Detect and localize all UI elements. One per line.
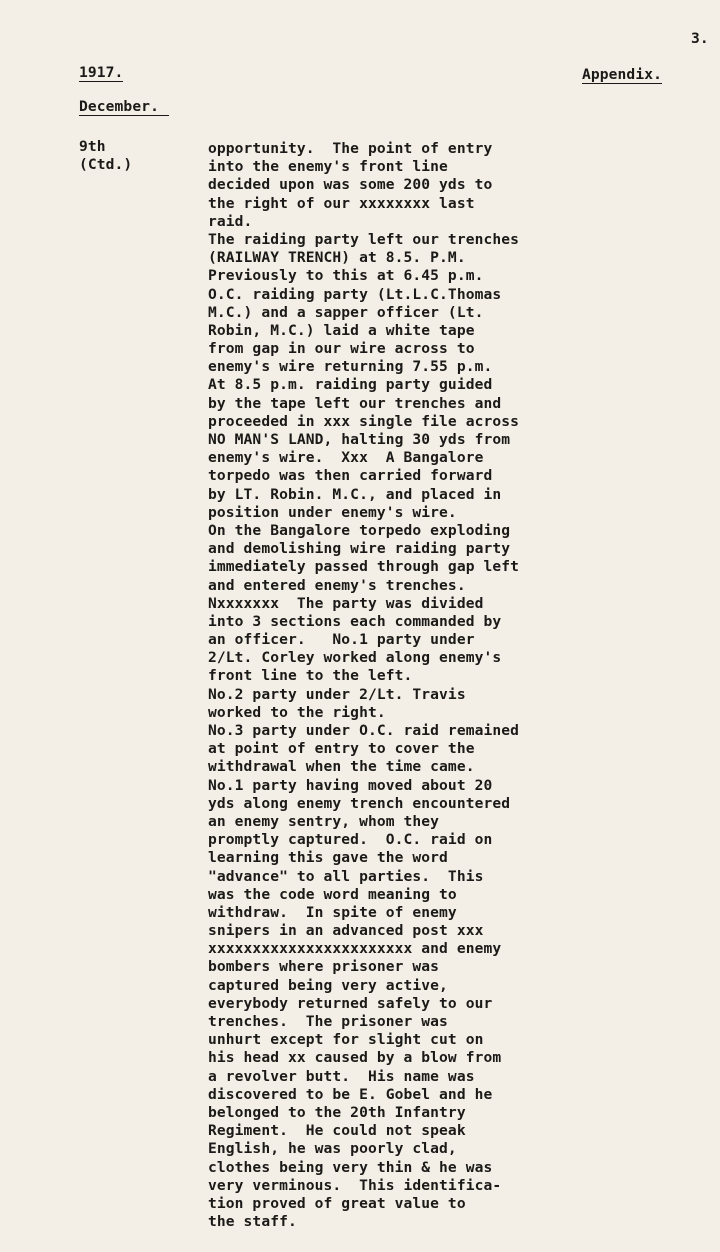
entry-date-column <box>79 138 132 174</box>
body-line: an enemy sentry, whom they <box>208 812 440 830</box>
body-line: The raiding party left our trenches <box>208 230 520 248</box>
body-line: Previously to this at 6.45 p.m. <box>208 267 484 285</box>
body-line: enemy's wire returning 7.55 p.m. <box>208 358 493 376</box>
body-line: unhurt except for slight cut on <box>208 1031 484 1049</box>
body-line: opportunity. The point of entry <box>208 140 493 157</box>
entry-continued-label: (Ctd.) <box>79 156 133 173</box>
appendix-heading: Appendix. <box>582 66 662 83</box>
entry-body <box>208 140 608 1231</box>
body-line: On the Bangalore torpedo exploding <box>208 521 511 539</box>
body-line: bombers where prisoner was <box>208 958 440 976</box>
body-line: everybody returned safely to our <box>208 994 493 1012</box>
body-line: Nxxxxxxx The party was divided <box>208 594 484 612</box>
body-line: the staff. <box>208 1213 297 1231</box>
entry-date: 9th <box>79 138 106 155</box>
body-line: at point of entry to cover the <box>208 740 475 758</box>
body-line: by the tape left our trenches and <box>208 394 502 412</box>
body-line: tion proved of great value to <box>208 1194 466 1212</box>
body-line: xxxxxxxxxxxxxxxxxxxxxxx and enemy <box>208 940 502 958</box>
body-line: and entered enemy's trenches. <box>208 576 466 594</box>
body-line: "advance" to all parties. This <box>208 867 484 885</box>
body-line: into the enemy's front line <box>208 158 448 176</box>
body-line: No.1 party having moved about 20 <box>208 776 493 794</box>
body-line: yds along enemy trench encountered <box>208 794 511 812</box>
body-line: withdrawal when the time came. <box>208 758 475 776</box>
body-line: enemy's wire. Xxx A Bangalore <box>208 449 484 467</box>
body-line: belonged to the 20th Infantry <box>208 1103 466 1121</box>
body-line: his head xx caused by a blow from <box>208 1049 502 1067</box>
body-line: English, he was poorly clad, <box>208 1140 457 1158</box>
body-line: Regiment. He could not speak <box>208 1122 466 1140</box>
body-line: was the code word meaning to <box>208 885 457 903</box>
body-line: withdraw. In spite of enemy <box>208 903 457 921</box>
body-line: a revolver butt. His name was <box>208 1067 475 1085</box>
body-line: (RAILWAY TRENCH) at 8.5. P.M. <box>208 249 466 267</box>
body-line: very verminous. This identifica- <box>208 1176 502 1194</box>
body-line: worked to the right. <box>208 703 386 721</box>
body-line: trenches. The prisoner was <box>208 1013 448 1030</box>
page-number: 3. <box>691 30 709 47</box>
body-line: No.2 party under 2/Lt. Travis <box>208 685 466 703</box>
body-line: front line to the left. <box>208 667 413 685</box>
body-line: an officer. No.1 party under <box>208 631 475 649</box>
body-line: promptly captured. O.C. raid on <box>208 831 493 849</box>
body-line: snipers in an advanced post xxx <box>208 922 484 940</box>
body-line: clothes being very thin & he was <box>208 1158 493 1176</box>
body-line: discovered to be E. Gobel and he <box>208 1085 493 1103</box>
body-line: O.C. raiding party (Lt.L.C.Thomas <box>208 285 502 303</box>
body-line: immediately passed through gap left <box>208 558 520 576</box>
body-line: 2/Lt. Corley worked along enemy's <box>208 649 502 667</box>
year-heading: 1917. <box>79 64 124 81</box>
body-line: M.C.) and a sapper officer (Lt. <box>208 303 484 321</box>
body-line: captured being very active, <box>208 976 448 994</box>
body-line: learning this gave the word <box>208 849 448 867</box>
body-line: by LT. Robin. M.C., and placed in <box>208 485 502 503</box>
month-heading: December. <box>79 98 169 116</box>
body-line: raid. <box>208 212 253 230</box>
body-line: torpedo was then carried forward <box>208 467 493 485</box>
body-line: from gap in our wire across to <box>208 340 475 358</box>
body-line: the right of our xxxxxxxx last <box>208 194 475 212</box>
body-line: into 3 sections each commanded by <box>208 612 502 630</box>
body-line: position under enemy's wire. <box>208 503 457 521</box>
body-line: decided upon was some 200 yds to <box>208 176 493 194</box>
body-line: and demolishing wire raiding party <box>208 540 511 558</box>
body-line: proceeded in xxx single file across <box>208 412 520 430</box>
body-line: NO MAN'S LAND, halting 30 yds from <box>208 431 511 448</box>
body-line: Robin, M.C.) laid a white tape <box>208 321 475 339</box>
body-line: No.3 party under O.C. raid remained <box>208 722 520 739</box>
body-line: At 8.5 p.m. raiding party guided <box>208 376 493 394</box>
